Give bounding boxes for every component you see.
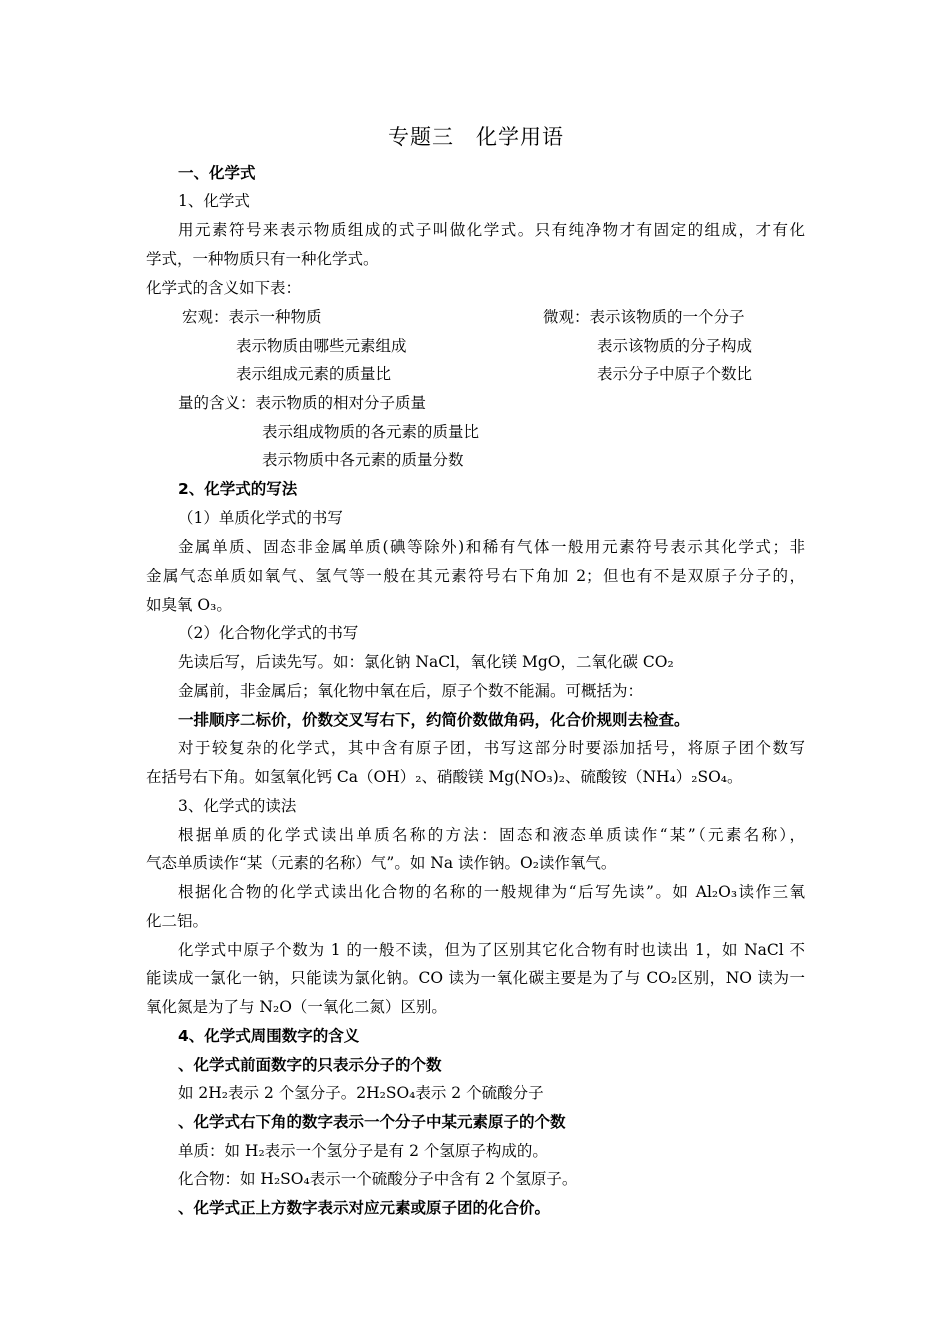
paragraph-line: 化二铝。	[146, 912, 209, 930]
macro-meaning: 表示物质由哪些元素组成	[236, 337, 407, 355]
paragraph-line: 化学式中原子个数为 1 的一般不读，但为了区别其它化合物有时也读出 1，如 NaCl 不	[178, 941, 805, 959]
paragraph-line: 金属单质、固态非金属单质(碘等除外)和稀有气体一般用元素符号表示其化学式；非	[178, 538, 805, 556]
bold-point: 、化学式前面数字的只表示分子的个数	[178, 1056, 442, 1074]
paragraph-line: 氧化氮是为了与 N₂O（一氧化二氮）区别。	[146, 998, 447, 1016]
paragraph-line: 先读后写，后读先写。如：氯化钠 NaCl，氧化镁 MgO，二氧化碳 CO₂	[178, 653, 674, 671]
bold-point: 、化学式右下角的数字表示一个分子中某元素原子的个数	[178, 1113, 566, 1131]
macro-meaning: 表示组成元素的质量比	[236, 365, 392, 383]
paragraph-line: 根据单质的化学式读出单质名称的方法：固态和液态单质读作“某”（元素名称），	[178, 826, 805, 844]
paragraph-line: 化合物：如 H₂SO₄表示一个硫酸分子中含有 2 个氢原子。	[178, 1170, 578, 1188]
paragraph-line: 根据化合物的化学式读出化合物的名称的一般规律为“后写先读”。如 Al₂O₃读作三氧	[178, 883, 805, 901]
bold-point: 、化学式正上方数字表示对应元素或原子团的化合价。	[178, 1199, 551, 1217]
paragraph-line: 气态单质读作“某（元素的名称）气”。如 Na 读作钠。O₂读作氧气。	[146, 854, 617, 872]
macro-meaning: 宏观：表示一种物质	[182, 308, 322, 326]
micro-meaning: 表示分子中原子个数比	[597, 365, 753, 383]
paragraph-line: 能读成一氯化一钠，只能读为氯化钠。CO 读为一氧化碳主要是为了与 CO₂区别，NO 读为一	[146, 969, 805, 987]
subsection-heading: （1）单质化学式的书写	[178, 509, 343, 527]
quantity-meaning: 表示物质中各元素的质量分数	[262, 451, 464, 469]
subsection-heading: 1、化学式	[178, 192, 250, 210]
quantity-meaning: 量的含义：表示物质的相对分子质量	[178, 394, 427, 412]
section-heading: 一、化学式	[178, 164, 256, 182]
paragraph-line: 金属气态单质如氧气、氢气等一般在其元素符号右下角加 2；但也有不是双原子分子的，	[146, 567, 805, 585]
paragraph-line: 如 2H₂表示 2 个氢分子。2H₂SO₄表示 2 个硫酸分子	[178, 1084, 544, 1102]
rule-mnemonic: 一排顺序二标价，价数交叉写右下，约简价数做角码，化合价规则去检查。	[178, 711, 690, 729]
page-title: 专题三 化学用语	[388, 125, 564, 149]
paragraph-line: 如臭氧 O₃。	[146, 596, 232, 614]
paragraph-line: 单质：如 H₂表示一个氢分子是有 2 个氢原子构成的。	[178, 1142, 548, 1160]
paragraph-line: 化学式的含义如下表：	[146, 279, 302, 297]
subsection-heading: 3、化学式的读法	[178, 797, 297, 815]
subsection-heading: 2、化学式的写法	[178, 480, 298, 498]
paragraph-line: 金属前，非金属后；氧化物中氧在后，原子个数不能漏。可概括为：	[178, 682, 644, 700]
paragraph-line: 用元素符号来表示物质组成的式子叫做化学式。只有纯净物才有固定的组成，才有化	[178, 221, 805, 239]
paragraph-line: 对于较复杂的化学式，其中含有原子团，书写这部分时要添加括号，将原子团个数写	[178, 739, 805, 757]
subsection-heading: （2）化合物化学式的书写	[178, 624, 359, 642]
micro-meaning: 表示该物质的分子构成	[597, 337, 753, 355]
subsection-heading: 4、化学式周围数字的含义	[178, 1027, 360, 1045]
paragraph-line: 在括号右下角。如氢氧化钙 Ca（OH）₂、硝酸镁 Mg(NO₃)₂、硫酸铵（NH₄）₂SO₄。	[146, 768, 743, 786]
quantity-meaning: 表示组成物质的各元素的质量比	[262, 423, 480, 441]
micro-meaning: 微观：表示该物质的一个分子	[543, 308, 745, 326]
paragraph-line: 学式，一种物质只有一种化学式。	[146, 250, 379, 268]
